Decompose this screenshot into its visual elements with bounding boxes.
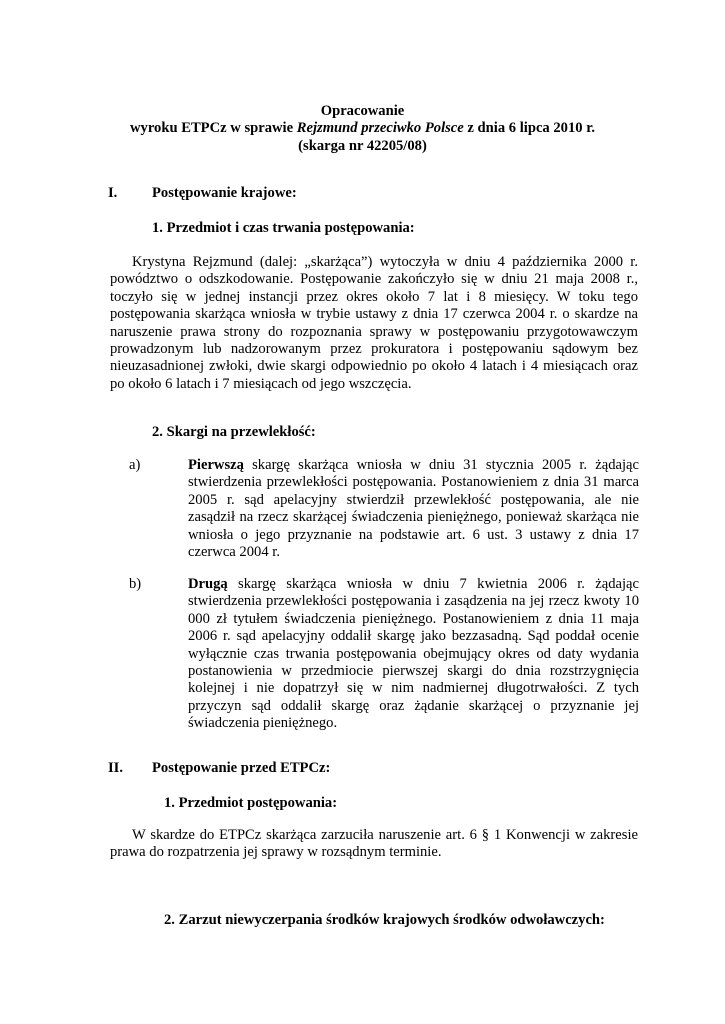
document-title (90, 103, 635, 155)
item-a-text: skargę skarżąca wniosła w dniu 31 stycznia 2005 r. żądając stwierdzenia przewlekłości postępowania. Postanowieniem z dnia 31 marca 2005 r. sąd apelacyjny stwierdził przewlekłość postępowania, ale nie zasądził na rzecz skarżącej świadczenia pieniężnego, ponieważ skarżąca nie wniosła o jego przyznanie na podstawie art. 6 ust. 3 ustawy z dnia 17 czerwca 2004 r. (188, 457, 639, 561)
subsection-1-1-text: Krystyna Rejzmund (dalej: „skarżąca”) wytoczyła w dniu 4 października 2000 r. powództwo o odszkodowanie. Postępowanie zakończyło się w dniu 21 maja 2008 r., toczyło się w jednej instancji przez okres około 7 lat i 8 miesięcy. W toku tego postępowania skarżąca wniosła w trybie ustawy z dnia 17 czerwca 2004 r. o skardze na naruszenie prawa strony do rozpoznania sprawy w postępowaniu przygotowawczym prowadzonym lub nadzorowanym przez prokuratora i postępowaniu sądowym bez nieuzasadnionej zwłoki, dwie skargi odpowiednio po około 4 latach i 4 miesiącach oraz po około 6 latach i 7 miesiącach od jego wszczęcia. (110, 254, 638, 392)
subsection-1-1-heading: 1. Przedmiot i czas trwania postępowania: (152, 220, 415, 236)
case-name: Rejzmund przeciwko Polsce (296, 120, 464, 137)
subsection-2-1-heading: 1. Przedmiot postępowania: (164, 795, 338, 811)
subsection-1-1-paragraph (110, 254, 638, 393)
item-b-bold-word: Drugą (188, 576, 228, 592)
title-line-2-end: z dnia 6 lipca 2010 r. (463, 120, 596, 137)
item-a-paragraph (188, 457, 639, 561)
section-1-numeral: I. (108, 185, 118, 201)
subsection-2-1-text: W skardze do ETPCz skarżąca zarzuciła naruszenie art. 6 § 1 Konwencji w zakresie prawa do rozpatrzenia jej sprawy w rozsądnym terminie. (110, 827, 638, 861)
item-b-paragraph (188, 576, 639, 733)
title-line-1: Opracowanie (320, 103, 405, 119)
subsection-2-2-heading: 2. Zarzut niewyczerpania środków krajowych środków odwoławczych: (164, 912, 605, 928)
section-2-numeral: II. (108, 760, 124, 776)
item-a-bold-word: Pierwszą (188, 457, 244, 473)
title-line-2-start: wyroku ETPCz w sprawie (129, 120, 297, 137)
title-line-2 (90, 120, 635, 137)
section-2-heading: Postępowanie przed ETPCz: (152, 760, 331, 776)
item-b-label: b) (129, 576, 142, 592)
item-b-text: skargę skarżąca wniosła w dniu 7 kwietnia 2006 r. żądając stwierdzenia przewlekłości postępowania i zasądzenia na jej rzecz kwoty 10 000 zł tytułem świadczenia pieniężnego. Postanowieniem z dnia 11 maja 2006 r. sąd apelacyjny oddalił skargę jako bezzasadną. Sąd poddał ocenie wyłącznie czas trwania postępowania obejmujący okres od daty wydania postanowienia w przedmiocie pierwszej skargi do dnia rozstrzygnięcia kolejnej i nie dopatrzył się w nim nadmiernej długotrwałości. Z tych przyczyn sąd oddalił skargę oraz żądanie skarżącej o przyznanie jej świadczenia pieniężnego. (188, 576, 639, 732)
subsection-2-1-paragraph (110, 827, 638, 862)
subsection-1-2-heading: 2. Skargi na przewlekłość: (152, 424, 316, 440)
item-a-label: a) (129, 457, 141, 473)
title-line-3: (skarga nr 42205/08) (298, 137, 427, 154)
section-1-heading: Postępowanie krajowe: (152, 185, 297, 201)
